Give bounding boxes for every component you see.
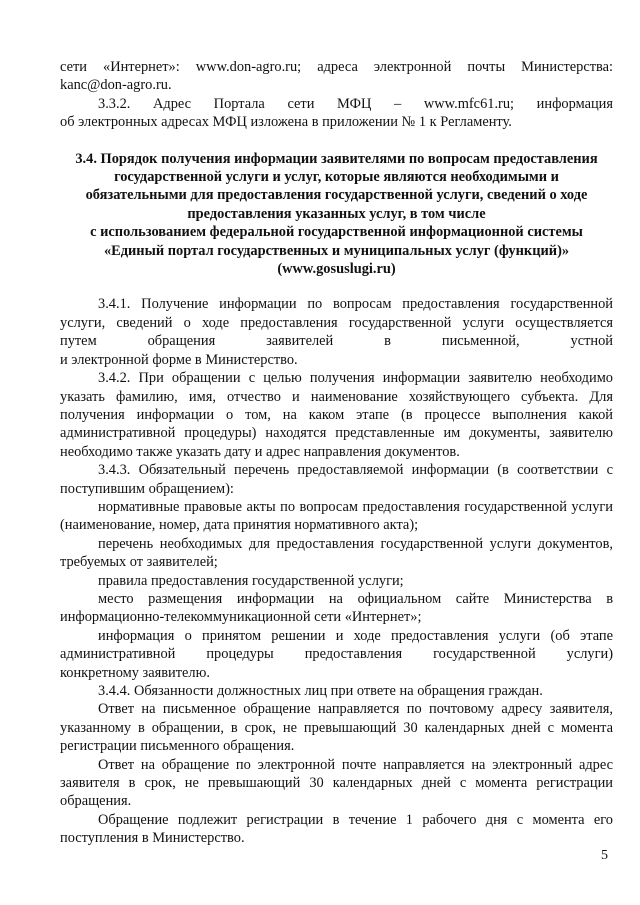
paragraph-3-4-2: 3.4.2. При обращении с целью получения информации заявителю необходимо указать фамилию, имя, отчество и наименование хозяйствующего субъекта. Для получения информации о том, на каком этапе (в процессе выполнения какой административной процедуры) находятся представленные им документы, заявителю необходимо также указать дату и адрес направления документов. <box>60 370 613 460</box>
intro-line-2: kanc@don-agro.ru. <box>60 77 172 94</box>
paragraph-3-4-1: 3.4.1. Получение информации по вопросам предоставления государственной услуги, сведений о ходе предоставления государственной услуги осуществляется <box>60 296 613 331</box>
paragraph-registration: Обращение подлежит регистрации в течение 1 рабочего дня с момента его поступления в Министерство. <box>60 811 613 847</box>
section-heading-3-4 <box>60 150 613 279</box>
page-number: 5 <box>601 848 608 863</box>
paragraph-email-reply: Ответ на обращение по электронной почте направляется на электронный адрес заявителя в срок, не превышающий 30 календарных дней с момента регистрации обращения. <box>60 756 613 810</box>
heading-line-6: «Единый портал государственных и муниципальных услуг (функций)» <box>103 242 570 259</box>
paragraph-postal-reply: Ответ на письменное обращение направляется по почтовому адресу заявителя, указанному в обращении, в срок, не превышающий 30 календарных дней с момента регистрации письменного обращения. <box>60 701 613 755</box>
list-item-website: место размещения информации на официальном сайте Министерства в информационно-телекоммуникационной сети «Интернет»; <box>60 590 613 626</box>
list-item-documents-list: перечень необходимых для предоставления государственной услуги документов, требуемых от заявителей; <box>60 535 613 571</box>
heading-line-5: с использованием федеральной государственной информационной системы <box>90 224 583 241</box>
list-item-decision-line-2: административной процедуры предоставления государственной услуги) <box>60 646 613 663</box>
intro-line-1: сети «Интернет»: www.don-agro.ru; адреса электронной почты Министерства: <box>60 59 613 75</box>
paragraph-3-4-1-line-3: путем обращения заявителей в письменной, устной <box>60 333 613 350</box>
list-item-normative-acts: нормативные правовые акты по вопросам предоставления государственной услуги (наименование, номер, дата принятия нормативного акта); <box>60 498 613 534</box>
list-item-decision-line-1: информация о принятом решении и ходе предоставления услуги (об этапе <box>98 627 613 644</box>
heading-line-1: 3.4. Порядок получения информации заявителями по вопросам предоставления <box>75 150 598 167</box>
paragraph-3-4-1-line-4: и электронной форме в Министерство. <box>60 351 298 368</box>
heading-line-4: предоставления указанных услуг, в том числе <box>187 205 486 222</box>
paragraph-3-4-4: 3.4.4. Обязанности должностных лиц при ответе на обращения граждан. <box>98 683 543 699</box>
list-item-decision-line-3: конкретному заявителю. <box>60 664 210 681</box>
heading-line-7: (www.gosuslugi.ru) <box>277 261 396 278</box>
paragraph-3-3-2-line-1: 3.3.2. Адрес Портала сети МФЦ – www.mfc61.ru; информация <box>98 95 613 112</box>
document-page <box>60 58 613 848</box>
heading-line-2: государственной услуги и услуг, которые являются необходимыми и <box>114 169 559 186</box>
list-item-rules: правила предоставления государственной услуги; <box>98 572 404 589</box>
paragraph-3-3-2-line-2: об электронных адресах МФЦ изложена в приложении № 1 к Регламенту. <box>60 114 512 131</box>
paragraph-3-4-3: 3.4.3. Обязательный перечень предоставляемой информации (в соответствии с поступившим обращением): <box>60 462 613 497</box>
heading-line-3: обязательными для предоставления государственной услуги, сведений о ходе <box>85 187 588 204</box>
